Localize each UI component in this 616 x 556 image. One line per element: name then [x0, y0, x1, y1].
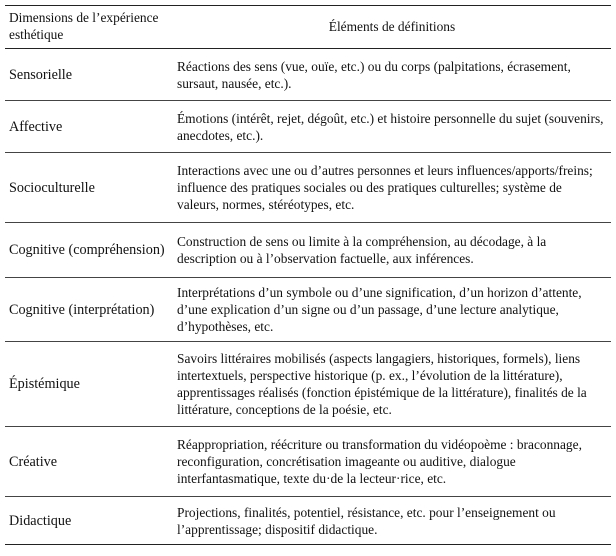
header-dimension: Dimensions de l’expérience esthétique	[5, 6, 173, 49]
dimension-cell: Cognitive (interprétation)	[5, 278, 173, 342]
header-row	[5, 6, 611, 49]
definition-cell: Réappropriation, réécriture ou transformation du vidéopoème : braconnage, reconfiguration, concrétisation imageante ou auditive, dialogue interfantasmatique, texte du·de la lecteur·rice, etc.	[173, 427, 611, 497]
table-row	[5, 49, 611, 101]
dimension-cell: Affective	[5, 101, 173, 153]
dimension-cell: Créative	[5, 427, 173, 497]
definition-cell: Réactions des sens (vue, ouïe, etc.) ou du corps (palpitations, écrasement, sursaut, nausée, etc.).	[173, 49, 611, 101]
table-row	[5, 427, 611, 497]
dimension-cell: Didactique	[5, 497, 173, 545]
definition-cell: Construction de sens ou limite à la compréhension, au décodage, à la description ou à l’observation factuelle, aux inférences.	[173, 223, 611, 278]
dimension-cell: Épistémique	[5, 342, 173, 427]
definition-cell: Interprétations d’un symbole ou d’une signification, d’un horizon d’attente, d’une explication d’un signe ou d’un passage, d’une lecture analytique, d’hypothèses, etc.	[173, 278, 611, 342]
dimension-cell: Socioculturelle	[5, 153, 173, 223]
dimension-cell: Sensorielle	[5, 49, 173, 101]
table-body	[5, 49, 611, 545]
table-row	[5, 223, 611, 278]
definition-cell: Projections, finalités, potentiel, résistance, etc. pour l’enseignement ou l’apprentissage; dispositif didactique.	[173, 497, 611, 545]
table-row	[5, 342, 611, 427]
dimension-cell: Cognitive (compréhension)	[5, 223, 173, 278]
definition-cell: Émotions (intérêt, rejet, dégoût, etc.) et histoire personnelle du sujet (souvenirs, anecdotes, etc.).	[173, 101, 611, 153]
definition-cell: Interactions avec une ou d’autres personnes et leurs influences/apports/freins; influence des pratiques sociales ou des pratiques culturelles; système de valeurs, normes, stéréotypes, etc.	[173, 153, 611, 223]
table-row	[5, 278, 611, 342]
table-row	[5, 101, 611, 153]
table-header	[5, 6, 611, 49]
header-definition: Éléments de définitions	[173, 6, 611, 49]
aesthetic-experience-table	[5, 5, 611, 545]
definition-cell: Savoirs littéraires mobilisés (aspects langagiers, historiques, formels), liens intertextuels, perspective historique (p. ex., l’évolution de la littérature), apprentissages réalisés (fonction épistémique de la littérature), finalités de la littérature, conceptions de la poésie, etc.	[173, 342, 611, 427]
table-row	[5, 497, 611, 545]
table-row	[5, 153, 611, 223]
